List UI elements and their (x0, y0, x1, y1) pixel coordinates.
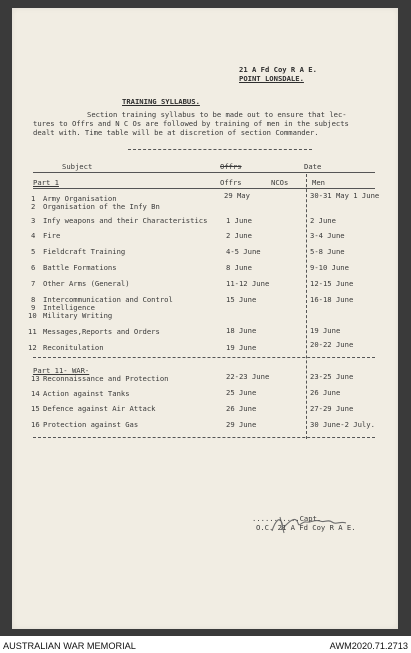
part-2-label: Part 11- WAR- (33, 366, 90, 375)
row-subject: Intelligence (43, 303, 95, 312)
row-offrs-date: 1 June (226, 216, 252, 225)
row-men-date: 19 June (310, 326, 341, 335)
row-men-date: 12-15 June (310, 279, 354, 288)
location-heading: POINT LONSDALE. (239, 74, 304, 83)
row-num: 2 (31, 202, 36, 211)
row-offrs-date: 22-23 June (226, 372, 270, 381)
archive-name: AUSTRALIAN WAR MEMORIAL (3, 641, 136, 651)
row-subject: Defence against Air Attack (43, 404, 156, 413)
part-1-label: Part 1 (33, 178, 59, 187)
table-bottom-rule (33, 437, 375, 438)
row-num: 1 (31, 194, 36, 203)
row-subject: Intercommunication and Control (43, 295, 173, 304)
intro-line-1: Section training syllabus to be made out to ensure that lec- (87, 110, 347, 119)
row-num: 12 (28, 343, 37, 352)
column-men: Men (312, 178, 325, 187)
row-num: 13 (31, 374, 40, 383)
column-subject: Subject (62, 162, 93, 171)
row-men-date: 27-29 June (310, 404, 354, 413)
subheader-rule (33, 188, 375, 189)
row-subject: Reconnaissance and Protection (43, 374, 169, 383)
divider (128, 149, 312, 150)
row-subject: Infy weapons and their Characteristics (43, 216, 208, 225)
row-num: 8 (31, 295, 36, 304)
row-num: 11 (28, 327, 37, 336)
row-offrs-date: 18 June (226, 326, 257, 335)
row-offrs-date: 11-12 June (226, 279, 270, 288)
row-num: 3 (31, 216, 36, 225)
row-offrs-date: 2 June (226, 231, 252, 240)
archive-footer (0, 636, 411, 653)
row-offrs-date: 29 June (226, 420, 257, 429)
column-divider (306, 174, 307, 439)
row-subject: Fieldcraft Training (43, 247, 126, 256)
row-men-date: 23-25 June (310, 372, 354, 381)
archive-reference: AWM2020.71.2713 (329, 641, 408, 651)
document-title: TRAINING SYLLABUS. (122, 97, 200, 106)
row-num: 16 (31, 420, 40, 429)
row-subject: Reconitulation (43, 343, 104, 352)
row-subject: Organisation of the Infy Bn (43, 202, 160, 211)
row-subject: Other Arms (General) (43, 279, 130, 288)
row-offrs-date: 26 June (226, 404, 257, 413)
row-subject: Battle Formations (43, 263, 117, 272)
row-men-date: 5-8 June (310, 247, 345, 256)
intro-line-2: tures to Offrs and N C Os are followed by training of men in the subjects (33, 119, 349, 128)
unit-heading: 21 A Fd Coy R A E. (239, 65, 317, 74)
row-num: 15 (31, 404, 40, 413)
row-num: 9 (31, 303, 36, 312)
row-men-date: 2 June (310, 216, 336, 225)
row-offrs-date: 15 June (226, 295, 257, 304)
row-subject: Protection against Gas (43, 420, 139, 429)
row-offrs-date: 19 June (226, 343, 257, 352)
header-rule (33, 172, 375, 173)
row-offrs-date: 29 May (224, 191, 250, 200)
row-subject: Military Writing (43, 311, 113, 320)
row-subject: Action against Tanks (43, 389, 130, 398)
intro-line-3: dealt with. Time table will be at discretion of section Commander. (33, 128, 319, 137)
row-offrs-date: 25 June (226, 388, 257, 397)
row-offrs-date: 8 June (226, 263, 252, 272)
column-offrs: Offrs (220, 178, 242, 187)
signature-oc: O.C. 21 A Fd Coy R A E. (256, 523, 356, 532)
section-divider (33, 357, 375, 358)
row-num: 7 (31, 279, 36, 288)
document-page (12, 8, 398, 629)
row-men-date: 20-22 June (310, 340, 354, 349)
row-num: 4 (31, 231, 36, 240)
row-num: 14 (31, 389, 40, 398)
column-ncos: NCOs (271, 178, 289, 187)
row-men-date: 30 June-2 July. (310, 420, 375, 429)
row-offrs-date: 4-5 June (226, 247, 261, 256)
row-men-date: 26 June (310, 388, 341, 397)
row-men-date: 9-10 June (310, 263, 349, 272)
row-subject: Fire (43, 231, 61, 240)
row-subject: Army Organisation (43, 194, 117, 203)
row-subject: Messages,Reports and Orders (43, 327, 160, 336)
row-num: 5 (31, 247, 36, 256)
row-men-date: 3-4 June (310, 231, 345, 240)
row-men-date: 16-18 June (310, 295, 354, 304)
column-date: Date (304, 162, 322, 171)
signature-capt: ...........Capt. (252, 514, 322, 523)
row-num: 10 (28, 311, 37, 320)
row-men-date: 30-31 May 1 June (310, 191, 380, 200)
column-offrs-struck: Offrs (220, 162, 242, 171)
row-num: 6 (31, 263, 36, 272)
